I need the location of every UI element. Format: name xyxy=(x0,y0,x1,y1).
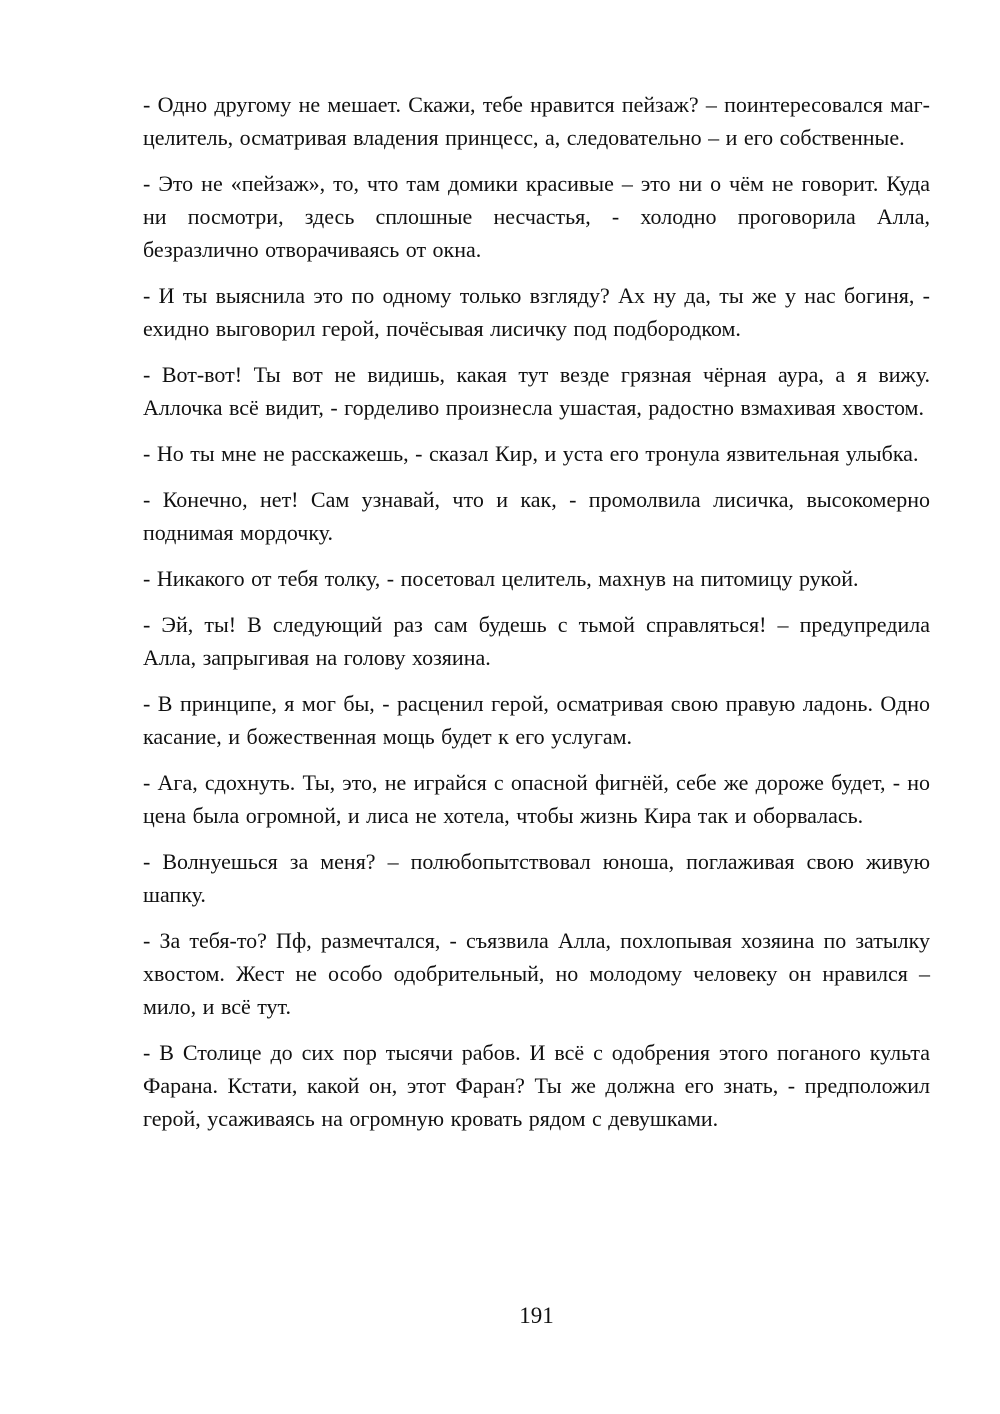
paragraph: - Волнуешься за меня? – полюбопытствовал юноша, поглаживая свою живую шапку. xyxy=(143,849,930,907)
paragraph: - Но ты мне не расскажешь, - сказал Кир, и уста его тронула язвительная улыбка. xyxy=(143,441,919,466)
text-block xyxy=(143,88,930,1135)
paragraph: - Никакого от тебя толку, - посетовал целитель, махнув на питомицу рукой. xyxy=(143,566,859,591)
paragraph: - И ты выяснила это по одному только взгляду? Ах ну да, ты же у нас богиня, - ехидно выговорил герой, почёсывая лисичку под подбородком. xyxy=(143,283,930,341)
paragraph: - Конечно, нет! Сам узнавай, что и как, - промолвила лисичка, высокомерно поднимая мордочку. xyxy=(143,487,930,545)
paragraph: - Это не «пейзаж», то, что там домики красивые – это ни о чём не говорит. Куда ни посмотри, здесь сплошные несчастья, - холодно проговорила Алла, безразлично отворачиваясь от окна. xyxy=(143,171,930,262)
paragraph: - В принципе, я мог бы, - расценил герой, осматривая свою правую ладонь. Одно касание, и божественная мощь будет к его услугам. xyxy=(143,691,930,749)
paragraph: - За тебя-то? Пф, размечтался, - съязвила Алла, похлопывая хозяина по затылку хвостом. Жест не особо одобрительный, но молодому человеку он нравился – мило, и всё тут. xyxy=(143,928,930,1019)
paragraph: - Эй, ты! В следующий раз сам будешь с тьмой справляться! – предупредила Алла, запрыгивая на голову хозяина. xyxy=(143,612,930,670)
paragraph: - В Столице до сих пор тысячи рабов. И всё с одобрения этого поганого культа Фарана. Кстати, какой он, этот Фаран? Ты же должна его знать, - предположил герой, усаживаясь на огромную кровать рядом с девушками. xyxy=(143,1040,930,1131)
paragraph: - Ага, сдохнуть. Ты, это, не играйся с опасной фигнёй, себе же дороже будет, - но цена была огромной, и лиса не хотела, чтобы жизнь Кира так и оборвалась. xyxy=(143,770,930,828)
paragraph: - Одно другому не мешает. Скажи, тебе нравится пейзаж? – поинтересовался маг-целитель, осматривая владения принцесс, а, следовательно – и его собственные. xyxy=(143,92,930,150)
paragraph: - Вот-вот! Ты вот не видишь, какая тут везде грязная чёрная аура, а я вижу. Аллочка всё видит, - горделиво произнесла ушастая, радостно взмахивая хвостом. xyxy=(143,362,930,420)
page-number: 191 xyxy=(519,1303,554,1328)
